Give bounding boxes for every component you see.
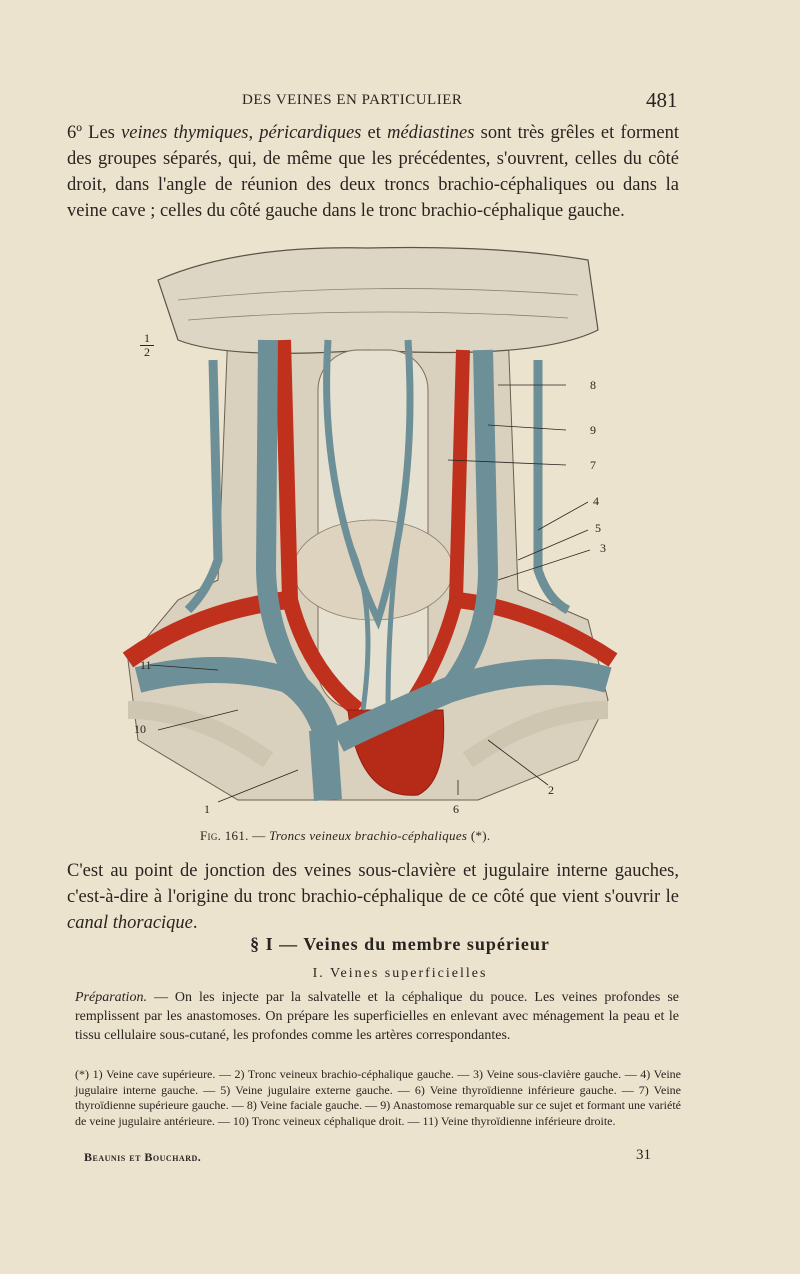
label-3: 3	[600, 541, 606, 555]
caption-dash: —	[248, 828, 270, 843]
para1-rest: sont très grêles et forment des groupes séparés, qui, de même que les précédentes, s'ouvrent, celles du côté droit, dans l'angle de réunion des deux troncs brachio-céphaliques ou dans la veine cave ; celles du côté gauche dans le tronc brachio-céphalique gauche.	[67, 123, 679, 221]
label-5: 5	[595, 521, 601, 535]
left-external-jugular-vein	[538, 360, 568, 610]
caption-note: (*).	[467, 828, 491, 843]
label-11: 11	[140, 658, 152, 672]
term-thymiques: veines thymiques	[121, 123, 249, 143]
term-canal-thoracique: canal thoracique	[67, 913, 193, 933]
paragraph-thymic-veins	[67, 120, 679, 224]
label-1: 1	[204, 802, 210, 816]
skin-flap	[158, 248, 598, 354]
section-heading: § I — Veines du membre supérieur	[250, 934, 550, 954]
para1-mid: et	[361, 123, 388, 143]
paragraph-preparation	[75, 988, 679, 1045]
page-number: 481	[646, 88, 678, 112]
running-head	[0, 90, 800, 114]
para1-prefix: 6º Les	[67, 123, 122, 143]
preparation-lead: Préparation.	[75, 990, 147, 1005]
label-9: 9	[590, 423, 596, 437]
figure-footnote: (*) 1) Veine cave supérieure. — 2) Tronc veineux brachio-céphalique gauche. — 3) Veine sous-clavière gauche. — 4) Veine jugulaire interne gauche. — 5) Veine jugulaire externe gauche. — 6) Veine thyroïdienne inférieure gauche. — 7) Veine thyroïdienne supérieure gauche. — 8) Veine faciale gauche. — 9) Anastomose remarquable sur ce sujet et formant une variété de veine jugulaire antérieure. — 10) Tronc veineux céphalique droit. — 11) Veine thyroïdienne inférieure droite.	[75, 1067, 681, 1128]
signature-mark: 31	[636, 1147, 651, 1163]
subsection-heading: I. Veines superficielles	[312, 966, 488, 981]
para1-sep: ,	[248, 123, 260, 143]
preparation-text: — On les injecte par la salvatelle et la céphalique du pouce. Les veines profondes se remplissent par les anastomoses. On prépare les superficielles en enlevant avec ménagement la peau et le tissu cellulaire sous-cutané, les profondes comme les artères correspondantes.	[75, 990, 679, 1043]
label-8: 8	[590, 378, 596, 392]
para2-end: .	[192, 913, 198, 933]
label-2: 2	[548, 783, 554, 797]
right-external-jugular-vein	[188, 360, 218, 610]
term-pericardiques: péricardiques	[259, 123, 362, 143]
term-mediastines: médiastines	[387, 123, 475, 143]
figure-caption	[200, 828, 600, 844]
label-7: 7	[590, 458, 596, 472]
scale-fraction	[140, 332, 154, 359]
footer-authors: Beaunis et Bouchard.	[84, 1150, 202, 1164]
paragraph-thoracic-duct	[67, 858, 679, 936]
figure-title: Troncs veineux brachio-céphaliques	[269, 828, 468, 843]
label-10: 10	[134, 722, 146, 736]
scale-numerator: 1	[140, 332, 154, 346]
figure-number: Fig. 161.	[200, 828, 249, 843]
superior-vena-cava	[323, 730, 328, 800]
label-4: 4	[593, 494, 599, 508]
neck-veins-illustration	[118, 240, 618, 820]
para2-text: C'est au point de jonction des veines sous-clavière et jugulaire interne gauches, c'est-à-dire à l'origine du tronc brachio-céphalique de ce côté que vient s'ouvrir le	[67, 861, 679, 907]
scale-denominator: 2	[144, 345, 150, 359]
anatomical-figure	[118, 240, 618, 820]
label-6: 6	[453, 802, 459, 816]
running-title: DES VEINES EN PARTICULIER	[242, 92, 463, 108]
